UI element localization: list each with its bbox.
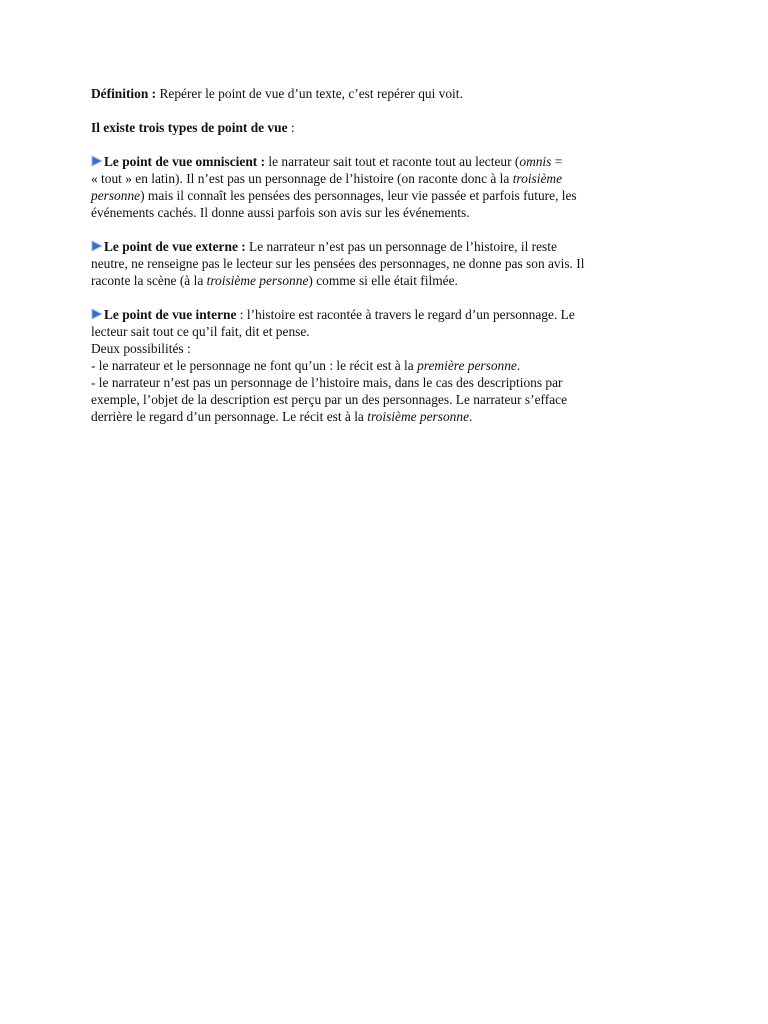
- omniscient-text-2a: « tout » en latin). Il n’est pas un personnage de l’histoire (on raconte donc à la: [91, 171, 513, 186]
- interne-title: Le point de vue interne: [104, 307, 237, 322]
- omniscient-section: [91, 153, 681, 221]
- definition-label: Définition :: [91, 86, 157, 101]
- arrow-bullet-icon: [91, 308, 103, 320]
- externe-text-3c: ) comme si elle était filmée.: [308, 273, 458, 288]
- externe-text-3b: troisième personne: [206, 273, 309, 288]
- intro-heading: Il existe trois types de point de vue: [91, 120, 288, 135]
- definition-paragraph: [91, 85, 681, 102]
- interne-text-7a: derrière le regard d’un personnage. Le récit est à la: [91, 409, 368, 424]
- interne-text-5: - le narrateur n’est pas un personnage de l’histoire mais, dans le cas des descriptions par: [91, 375, 563, 390]
- interne-text-4c: .: [516, 358, 521, 373]
- omniscient-text-3b: ) mais il connaît les pensées des personnages, leur vie passée et parfois future, les: [140, 188, 577, 203]
- interne-text-7b: troisième personne: [367, 409, 470, 424]
- interne-text-6: exemple, l’objet de la description est perçu par un des personnages. Le narrateur s’efface: [91, 392, 568, 407]
- omniscient-title: Le point de vue omniscient :: [104, 154, 266, 169]
- intro-paragraph: [91, 119, 681, 136]
- interne-text-4b: première personne: [417, 358, 517, 373]
- intro-tail: :: [287, 120, 295, 135]
- omniscient-text-3a: personne: [91, 188, 141, 203]
- externe-text-1: Le narrateur n’est pas un personnage de l’histoire, il reste: [245, 239, 557, 254]
- interne-text-7c: .: [469, 409, 473, 424]
- interne-text-4a: - le narrateur et le personnage ne font qu’un : le récit est à la: [91, 358, 418, 373]
- definition-text: Repérer le point de vue d’un texte, c’est repérer qui voit.: [156, 86, 463, 101]
- externe-section: [91, 238, 681, 289]
- omniscient-text-1b: omnis: [519, 154, 552, 169]
- omniscient-text-1c: =: [551, 154, 563, 169]
- interne-text-2: lecteur sait tout ce qu’il fait, dit et pense.: [91, 324, 310, 339]
- arrow-bullet-icon: [91, 240, 103, 252]
- omniscient-text-4: événements cachés. Il donne aussi parfois son avis sur les événements.: [91, 205, 470, 220]
- omniscient-text-1a: le narrateur sait tout et raconte tout au lecteur (: [265, 154, 520, 169]
- interne-text-1: : l’histoire est racontée à travers le regard d’un personnage. Le: [236, 307, 575, 322]
- arrow-bullet-icon: [91, 155, 103, 167]
- omniscient-text-2b: troisième: [512, 171, 563, 186]
- interne-section: [91, 306, 681, 425]
- interne-text-3: Deux possibilités :: [91, 341, 191, 356]
- externe-text-3a: raconte la scène (à la: [91, 273, 207, 288]
- externe-title: Le point de vue externe :: [104, 239, 246, 254]
- document-page: [91, 85, 681, 425]
- externe-text-2: neutre, ne renseigne pas le lecteur sur les pensées des personnages, ne donne pas son avis. Il: [91, 256, 585, 271]
